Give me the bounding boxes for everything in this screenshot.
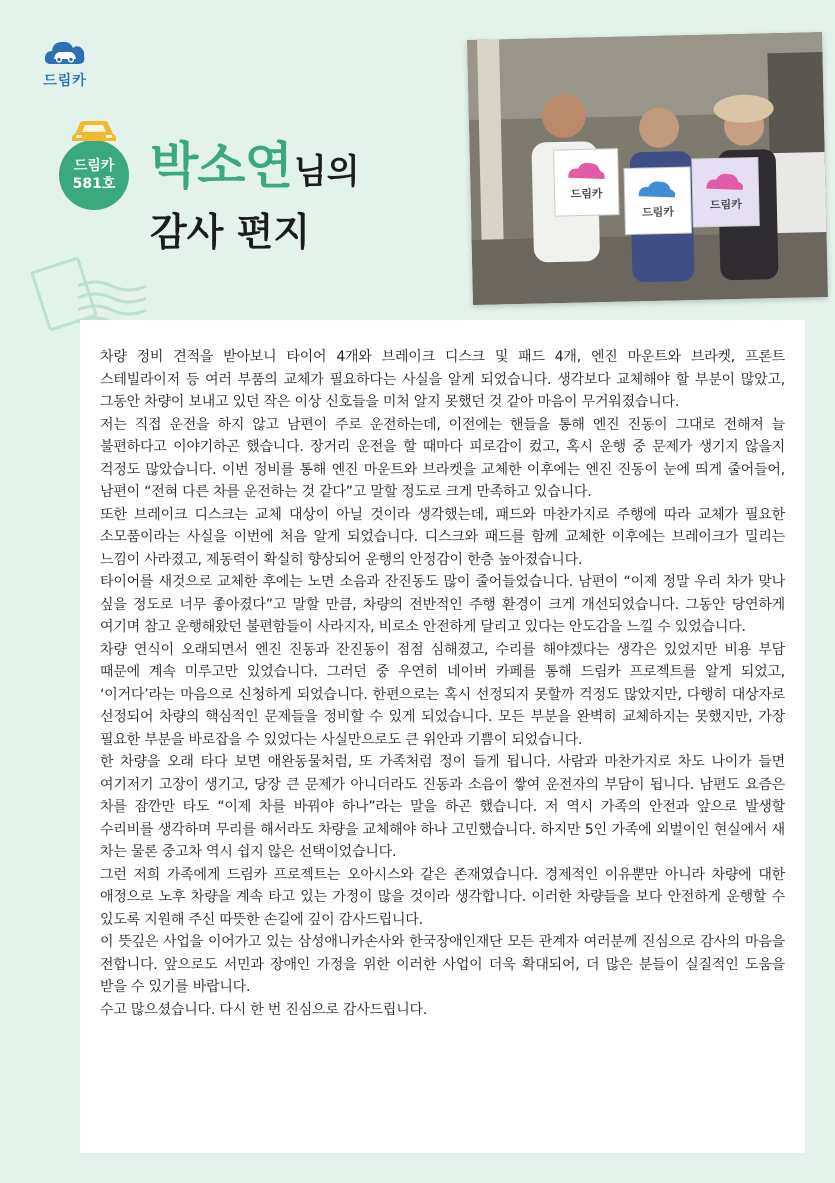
letter-paragraph: 수고 많으셨습니다. 다시 한 번 진심으로 감사드립니다. <box>100 1001 428 1018</box>
sign-board-1 <box>554 149 619 216</box>
issue-badge <box>57 118 131 210</box>
badge-circle <box>59 140 129 210</box>
letter-paragraph: 이 뜻깊은 사업을 이어가고 있는 삼성애니카손사와 한국장애인재단 모든 관계자 여러분께 진심으로 감사의 마음을 전합니다. 앞으로도 서민과 장애인 가정을 위한 이러한 사업이 더욱 확대되어, 더 많은 분들이 실질적인 도움을 받을 수 있기를 바랍니다. <box>100 934 785 995</box>
sign-label-3: 드림카 <box>709 197 742 212</box>
dreamcar-logo <box>40 38 90 90</box>
cloud-car-icon <box>43 38 87 68</box>
car-icon <box>69 118 119 144</box>
logo-text: 드림카 <box>43 73 87 89</box>
letter-paragraph: 한 차량을 오래 타다 보면 애완동물처럼, 또 가족처럼 정이 들게 됩니다. 사람과 마찬가지로 차도 나이가 들면 여기저기 고장이 생기고, 당장 큰 문제가 아니더라도 진동과 소음이 쌓여 운전자의 부담이 됩니다. 남편도 요즘은 차를 잠깐만 타도 “이제 차를 바꿔야 하나”라는 말을 하곤 했습니다. 저 역시 가족의 안전과 앞으로 발생할 수리비를 생각하며 무리를 해서라도 차량을 교체해야 하나 고민했습니다. 하지만 5인 가족에 외벌이인 현실에서 새 차는 물론 중고차 역시 쉽지 않은 선택이었습니다. <box>100 754 785 860</box>
title-subtitle: 감사 편지 <box>150 210 311 254</box>
letter-paragraph: 차량 정비 견적을 받아보니 타이어 4개와 브레이크 디스크 및 패드 4개, 엔진 마운트와 브라켓, 프론트 스테빌라이저 등 여러 부품의 교체가 필요하다는 사실을 알게 되었습니다. 생각보다 교체해야 할 부분이 많았고, 그동안 차량이 보내고 있던 작은 이상 신호들을 미처 알지 못했던 것 같아 마음이 무거워졌습니다. <box>100 349 785 410</box>
letter-paragraph: 또한 브레이크 디스크는 교체 대상이 아닐 것이라 생각했는데, 패드와 마찬가지로 주행에 따라 교체가 필요한 소모품이라는 사실을 이번에 처음 알게 되었습니다. 디스크와 패드를 함께 교체한 이후에는 브레이크가 밀리는 느낌이 사라졌고, 제동력이 확실히 향상되어 운행의 안정감이 한층 높아졌습니다. <box>100 506 785 568</box>
recipient-name: 박소연 <box>150 137 292 195</box>
letter-paragraph: 저는 직접 운전을 하지 않고 남편이 주로 운전하는데, 이전에는 핸들을 통해 엔진 진동이 그대로 전해져 늘 불편하다고 이야기하곤 했습니다. 장거리 운전을 할 때마다 피로감이 컸고, 혹시 운행 중 문제가 생기지 않을지 걱정도 많았습니다. 이번 정비를 통해 엔진 마운트와 브라켓을 교체한 이후에는 엔진 진동이 눈에 띄게 줄어들어, 남편이 “전혀 다른 차를 운전하는 것 같다”고 말할 정도로 크게 만족하고 있습니다. <box>100 416 785 500</box>
sign-board-3 <box>692 157 760 226</box>
page-title <box>150 138 360 256</box>
badge-label: 드림카 <box>73 158 115 174</box>
sign-board-2 <box>624 167 691 234</box>
title-suffix: 님의 <box>293 152 360 192</box>
family-photo <box>467 32 828 305</box>
badge-number: 581호 <box>72 176 116 192</box>
sign-label-2: 드림카 <box>641 205 675 220</box>
sign-label-1: 드림카 <box>570 187 603 201</box>
letter-paragraph: 차량 연식이 오래되면서 엔진 진동과 잔진동이 점점 심해졌고, 수리를 해야겠다는 생각은 있었지만 비용 부담 때문에 계속 미루고만 있었습니다. 그러던 중 우연히 네이버 카페를 통해 드림카 프로젝트를 알게 되었고, ‘이거다’라는 마음으로 신청하게 되었습니다. 한편으로는 혹시 선정되지 못할까 걱정도 많았지만, 다행히 대상자로 선정되어 차량의 핵심적인 문제들을 정비할 수 있게 되었습니다. 모든 부분을 완벽히 교체하지는 못했지만, 가장 필요한 부분을 바로잡을 수 있었다는 사실만으로도 큰 위안과 기쁨이 되었습니다. <box>100 641 785 748</box>
letter-body <box>80 320 805 1153</box>
letter-paragraph: 타이어를 새것으로 교체한 후에는 노면 소음과 잔진동도 많이 줄어들었습니다. 남편이 “이제 정말 우리 차가 맞나 싶을 정도로 너무 좋아졌다”고 말할 만큼, 차량의 전반적인 주행 환경이 크게 개선되었습니다. 그동안 당연하게 여기며 참고 운행해왔던 불편함들이 사라지자, 비로소 안전하게 달리고 있다는 안도감을 느낄 수 있었습니다. <box>100 574 785 635</box>
letter-paragraph: 그런 저희 가족에게 드림카 프로젝트는 오아시스와 같은 존재였습니다. 경제적인 이유뿐만 아니라 차량에 대한 애정으로 노후 차량을 계속 타고 있는 가정이 많을 것이라 생각합니다. 이러한 차량들을 보다 안전하게 운행할 수 있도록 지원해 주신 따뜻한 손길에 깊이 감사드립니다. <box>100 866 785 928</box>
